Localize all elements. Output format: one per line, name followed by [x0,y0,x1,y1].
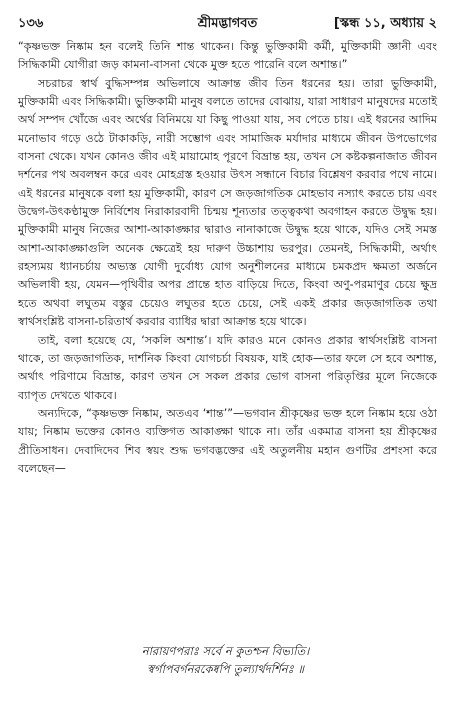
sanskrit-verse [0,642,451,678]
paragraph-devotee-peaceful: অন্যদিকে, “কৃষ্ণভক্ত নিষ্কাম, অতএব ‘শান্ত’”—ভগবান শ্রীকৃষ্ণের ভক্ত হলে নিষ্কাম হয়ে ওঠা যায়; নিষ্কাম ভক্তের কোনও ব্যক্তিগত আকাঙ্ক্ষা থাকে না। তাঁর একমাত্র বাসনা হয় শ্রীকৃষ্ণের প্রীতিসাধন। দেবাদিদেব শিব স্বয়ং শুদ্ধ ভগবদ্ভক্তের এই অতুলনীয় মহান গুণটির প্রশংসা করে বলেছেন— [18,406,437,475]
verse-line-1: নারায়ণপরাঃ সর্বে ন কুতশ্চন বিভ্যতি। [141,644,310,658]
verse-line-2: স্বর্গাপবর্গনরকেষ্বপি তুল্যার্থদর্শিনঃ ॥ [147,662,304,676]
paragraph-all-restless: তাই, বলা হয়েছে যে, ‘সকলি অশান্ত’। যদি কারও মনে কোনও প্রকার স্বার্থসংশ্লিষ্ট বাসনা থাকে, তা জড়জাগতিক, দার্শনিক কিংবা যোগচর্চা বিষয়ক, যাই হোক—তার ফলে সে হবে অশান্ত, অর্থাৎ পরিণামে বিভ্রান্ত, কারণ তখন সে সকল প্রকার ভোগ বাসনা পরিতৃপ্তির মূলে নিজেকে ব্যাপৃত দেখতে থাকবে। [18,333,437,402]
book-title: শ্রীমদ্ভাগবত [197,16,258,31]
paragraph-quote: “কৃষ্ণভক্ত নিষ্কাম হন বলেই তিনি শান্ত থাকেন। কিন্তু ভুক্তিকামী কর্মী, মুক্তিকামী জ্ঞানী এবং সিদ্ধিকামী যোগীরা জড় কামনা-বাসনা থেকে মুক্ত হতে পারেনি বলে অশান্ত।” [18,40,437,72]
chapter-reference: [স্কন্ধ ১১, অধ্যায় ২ [333,16,437,31]
page-header [18,14,437,36]
page-number: ১৩৬ [18,16,44,31]
paragraph-three-types: সচরাচর স্বার্থ বুদ্ধিসম্পন্ন অভিলাষে আক্রান্ত জীব তিন ধরনের হয়। তারা ভুক্তিকামী, মুক্তিকামী এবং সিদ্ধিকামী। ভুক্তিকামী মানুষ বলতে তাদের বোঝায়, যারা সাধারণ মানুষদের মতোই অর্থ সম্পদ খোঁজে এবং অর্থের বিনিময়ে যা কিছু পাওয়া যায়, সব পেতে চায়। এই ধরনের আদিম মনোভাব গড়ে ওঠে টাকাকড়ি, নারী সম্ভোগ এবং সামাজিক মর্যাদার মাধ্যমে জীবন উপভোগের বাসনা থেকে। যখন কোনও জীব এই মায়ামোহ পূরণে বিভ্রান্ত হয়, তখন সে কষ্টকল্পনাজাত জীবন দর্শনের পথ অবলম্বন করে এবং মোহগ্রস্ত হওয়ার উৎস সন্ধানে বিচার বিশ্লেষণ করবার পথে নামে। এই ধরনের মানুষকে বলা হয় মুক্তিকামী, কারণ সে জড়জাগতিক মোহভাব নস্যাৎ করতে চায় এবং উদ্বেগ-উৎকণ্ঠামুক্ত নির্বিশেষ নিরাকারবাদী চিন্ময় শূন্যতার তত্ত্বকথা অবগাহন করতে উদ্বুদ্ধ হয়। মুক্তিকামী মানুষ নিজের আশা-আকাঙ্ক্ষার দ্বারাও নানাকাজে উদ্বুদ্ধ হয়ে থাকে, যদিও সেই সমস্ত আশা-আকাঙ্ক্ষাগুলি অনেক ক্ষেত্রেই হয় দারুণ উচ্চাশায় ভরপুর। তেমনই, সিদ্ধিকামী, অর্থাৎ রহস্যময় ধ্যানচর্চায় অভ্যস্ত যোগী দুর্বোধ্য যোগ অনুশীলনের মাধ্যমে চমকপ্রদ ক্ষমতা অর্জনে অভিলাষী হয়, যেমন—পৃথিবীর অপর প্রান্তে হাত বাড়িয়ে দিতে, কিংবা অণু-পরমাণুর চেয়ে ক্ষুদ্র হতে অথবা লঘুতম বস্তুর চেয়েও লঘুতর হতে চেয়ে, সেই একই প্রকার জড়জাগতিক তথা স্বার্থসংশ্লিষ্ট বাসনা-চরিতার্থ করবার ব্যাধির দ্বারা আক্রান্ত হয়ে থাকে। [18,76,437,329]
page-body [18,38,437,478]
